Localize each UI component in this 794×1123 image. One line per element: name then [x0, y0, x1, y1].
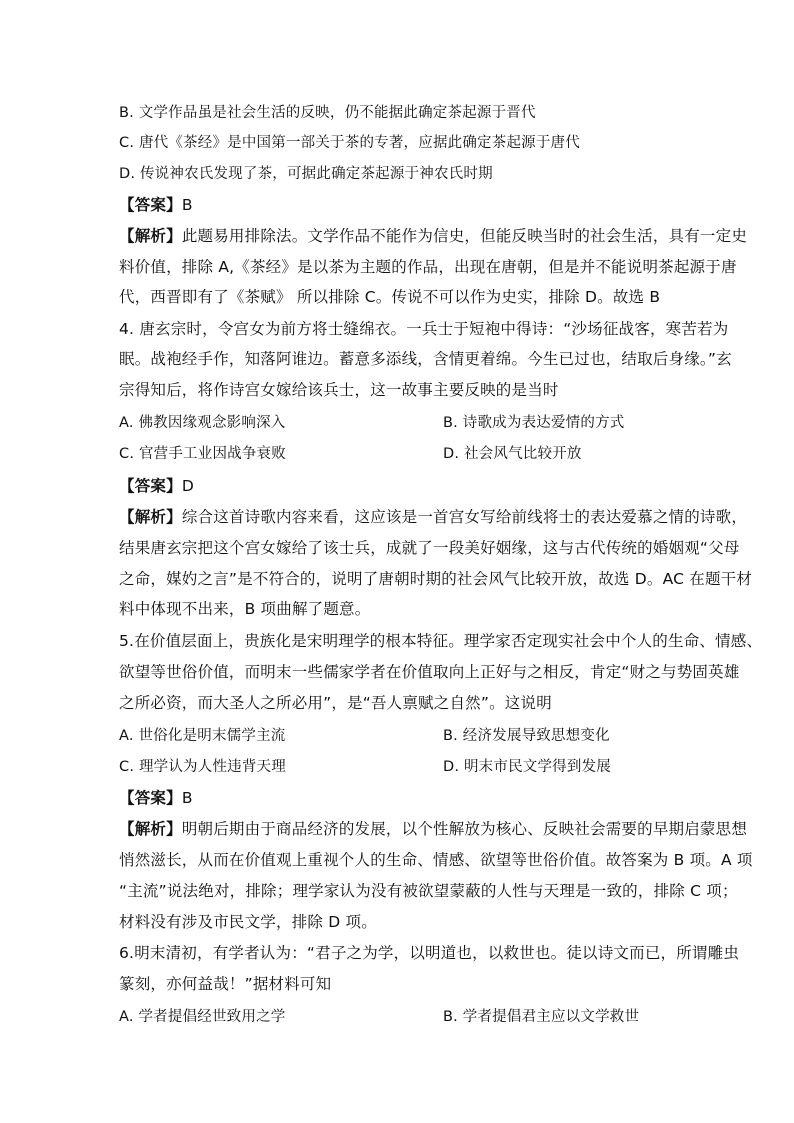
q6-option-b: B. 学者提倡君主应以文学救世	[443, 1009, 640, 1025]
analysis-text: 此题易用排除法。文学作品不能作为信史，但能反映当时的社会生活，具有一定史	[181, 227, 748, 245]
q4-option-b: B. 诗歌成为表达爱情的方式	[443, 415, 625, 431]
q5-option-a: A. 世俗化是明末儒学主流	[119, 728, 286, 744]
q4-analysis-line-2: 结果唐玄宗把这个宫女嫁给了该士兵，成就了一段美好姻缘，这与古代传统的婚姻观“父母	[119, 539, 740, 557]
q3-answer	[119, 195, 193, 215]
q4-answer	[119, 476, 194, 496]
q4-option-a: A. 佛教因缘观念影响深入	[119, 415, 286, 431]
analysis-label: 【解析】	[119, 820, 182, 838]
q5-analysis-line-1	[119, 819, 747, 839]
q4-analysis-line-1	[119, 507, 747, 527]
answer-value: D	[181, 477, 194, 495]
q5-option-b: B. 经济发展导致思想变化	[443, 728, 610, 744]
q3-option-b: B. 文学作品虽是社会生活的反映，仍不能据此确定茶起源于晋代	[119, 105, 536, 121]
q3-option-c: C. 唐代《茶经》是中国第一部关于茶的专著，应据此确定茶起源于唐代	[119, 135, 580, 151]
analysis-label: 【解析】	[119, 508, 182, 526]
q5-stem-line-1: 5.在价值层面上，贵族化是宋明理学的根本特征。理学家否定现实社会中个人的生命、情感、	[119, 632, 763, 650]
q6-option-a: A. 学者提倡经世致用之学	[119, 1009, 286, 1025]
analysis-text: 明朝后期由于商品经济的发展，以个性解放为核心、反映社会需要的早期启蒙思想	[181, 820, 748, 838]
q3-analysis-line-3: 代，西晋即有了《茶赋》 所以排除 C。传说不可以作为史实，排除 D。故选 B	[119, 288, 661, 306]
answer-label: 【答案】	[119, 196, 182, 214]
analysis-label: 【解析】	[119, 227, 182, 245]
q3-option-d: D. 传说神农氏发现了茶，可据此确定茶起源于神农氏时期	[119, 166, 493, 182]
q5-analysis-line-3: “主流”说法绝对，排除；理学家认为没有被欲望蒙蔽的人性与天理是一致的，排除 C 项；	[119, 882, 738, 900]
q5-stem-line-3: 之所必资，而大圣人之所必用”，是“吾人禀赋之自然”。这说明	[119, 694, 552, 712]
q5-option-c: C. 理学认为人性违背天理	[119, 759, 286, 775]
answer-label: 【答案】	[119, 789, 182, 807]
q6-stem-line-2: 篆刻，亦何益哉！”据材料可知	[119, 975, 332, 993]
q4-stem-line-2: 眠。战袍经手作，知落阿谁边。蓄意多添线，含情更着绵。今生已过也，结取后身缘。”玄	[119, 350, 732, 368]
q5-option-d: D. 明末市民文学得到发展	[443, 759, 611, 775]
analysis-text: 综合这首诗歌内容来看，这应该是一首宫女写给前线将士的表达爱慕之情的诗歌，	[181, 508, 748, 526]
q4-stem-line-3: 宗得知后，将作诗宫女嫁给该兵士，这一故事主要反映的是当时	[119, 381, 559, 399]
q5-analysis-line-4: 材料没有涉及市民文学，排除 D 项。	[119, 913, 377, 931]
q4-option-d: D. 社会风气比较开放	[443, 446, 582, 462]
q4-analysis-line-4: 料中体现不出来，B 项曲解了题意。	[119, 600, 371, 618]
answer-value: B	[181, 196, 193, 214]
q5-analysis-line-2: 悄然滋长，从而在价值观上重视个人的生命、情感、欲望等世俗价值。故答案为 B 项。A 项	[119, 851, 753, 869]
answer-value: B	[181, 789, 193, 807]
q5-answer	[119, 788, 193, 808]
q3-analysis-line-1	[119, 226, 747, 246]
q6-stem-line-1: 6.明末清初，有学者认为：“君子之为学，以明道也，以救世也。徒以诗文而已，所谓雕虫	[119, 944, 740, 962]
q4-analysis-line-3: 之命，媒妁之言”是不符合的，说明了唐朝时期的社会风气比较开放，故选 D。AC 在题干材	[119, 570, 753, 588]
q5-stem-line-2: 欲望等世俗价值，而明末一些儒家学者在价值取向上正好与之相反，肯定“财之与势固英雄	[119, 663, 740, 681]
q4-option-c: C. 官营手工业因战争衰败	[119, 446, 286, 462]
q3-analysis-line-2: 料价值，排除 A,《茶经》是以茶为主题的作品，出现在唐朝，但是并不能说明茶起源于唐	[119, 258, 737, 276]
q4-stem-line-1: 4. 唐玄宗时，令宫女为前方将士缝绵衣。一兵士于短袍中得诗：“沙场征战客，寒苦若为	[119, 320, 729, 338]
answer-label: 【答案】	[119, 477, 182, 495]
